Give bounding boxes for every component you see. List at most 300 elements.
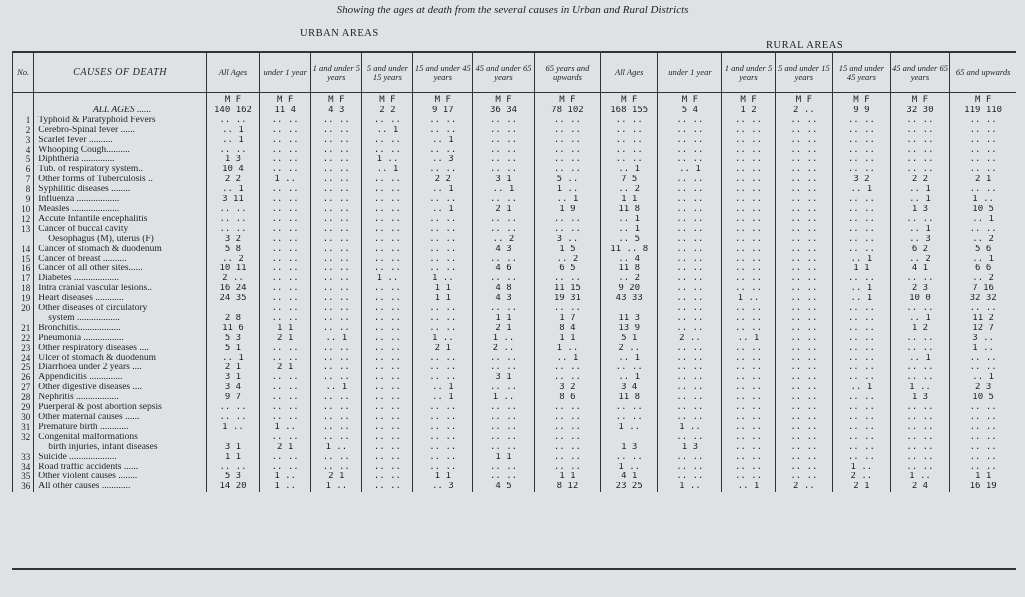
urban-value: .. 1 (206, 354, 259, 364)
rural-value: 1 1 (950, 472, 1016, 482)
urban-value: .. .. (362, 146, 413, 156)
urban-value: .. .. (534, 433, 600, 443)
urban-value: .. .. (311, 294, 362, 304)
cause-name: Premature birth ............ (34, 423, 207, 433)
urban-value: .. .. (473, 433, 535, 443)
table-row (13, 463, 1017, 473)
table-row (13, 363, 1017, 373)
rural-value: .. .. (722, 324, 775, 334)
rural-value: .. 4 (600, 255, 658, 265)
urban-value: 8 12 (534, 482, 600, 492)
urban-value: 2 1 (206, 363, 259, 373)
rural-value: .. .. (658, 264, 722, 274)
cause-name: Tub. of respiratory system.. (34, 165, 207, 175)
rural-value: .. 1 (950, 373, 1016, 383)
rural-value: 2 3 (890, 284, 950, 294)
table-row (13, 264, 1017, 274)
rural-value: .. .. (775, 165, 833, 175)
urban-value: .. .. (362, 373, 413, 383)
urban-value: .. .. (413, 324, 473, 334)
urban-value: .. .. (473, 354, 535, 364)
urban-value: 2 1 (473, 324, 535, 334)
rural-value: .. .. (950, 304, 1016, 314)
rural-value: .. .. (658, 185, 722, 195)
rural-value: .. .. (658, 274, 722, 284)
urban-value: .. .. (362, 433, 413, 443)
rural-value: .. .. (775, 274, 833, 284)
urban-header: 65 years and upwards (534, 52, 600, 93)
rural-value: .. .. (950, 423, 1016, 433)
rural-value: .. .. (833, 215, 891, 225)
rural-value: .. .. (722, 393, 775, 403)
urban-value: .. .. (473, 413, 535, 423)
urban-value: .. .. (311, 284, 362, 294)
urban-value: .. .. (311, 453, 362, 463)
rural-value: .. .. (775, 155, 833, 165)
row-number: 22 (13, 334, 34, 344)
urban-value: .. .. (473, 255, 535, 265)
urban-value: .. .. (362, 215, 413, 225)
urban-value: .. .. (260, 403, 311, 413)
table-row (13, 225, 1017, 235)
rural-value: .. .. (722, 215, 775, 225)
urban-value: .. .. (311, 126, 362, 136)
rural-value: 32 30 (890, 106, 950, 116)
urban-value: 1 7 (534, 314, 600, 324)
urban-value: 2 1 (260, 334, 311, 344)
urban-value: .. .. (260, 453, 311, 463)
rural-value: .. 2 (600, 185, 658, 195)
rural-value: .. .. (722, 284, 775, 294)
urban-value: .. .. (534, 403, 600, 413)
rural-header: under 1 year (658, 52, 722, 93)
rural-value (600, 433, 658, 443)
sex-label: M F (890, 93, 950, 106)
urban-value: .. .. (206, 413, 259, 423)
urban-value: 1 .. (413, 334, 473, 344)
urban-value: 3 .. (534, 235, 600, 245)
urban-value: .. .. (362, 314, 413, 324)
urban-value: .. .. (260, 373, 311, 383)
row-number: 14 (13, 245, 34, 255)
rural-value: 119 110 (950, 106, 1016, 116)
urban-value: 1 .. (311, 482, 362, 492)
cause-name: Scarlet fever .......... (34, 136, 207, 146)
urban-value: 24 35 (206, 294, 259, 304)
rural-header: 5 and under 15 years (775, 52, 833, 93)
urban-value: .. .. (362, 423, 413, 433)
rural-value: 1 .. (950, 344, 1016, 354)
sex-label: M F (833, 93, 891, 106)
urban-value: .. .. (362, 324, 413, 334)
urban-value: .. .. (311, 175, 362, 185)
rural-value: 1 .. (833, 463, 891, 473)
urban-value: .. 1 (206, 126, 259, 136)
rural-value: 1 2 (890, 324, 950, 334)
urban-value: .. .. (473, 165, 535, 175)
rural-value: .. .. (600, 363, 658, 373)
urban-value: .. .. (260, 294, 311, 304)
rural-value: .. 1 (890, 195, 950, 205)
urban-value: 2 1 (311, 472, 362, 482)
table-row (13, 284, 1017, 294)
rural-value: .. .. (722, 423, 775, 433)
table-row (13, 373, 1017, 383)
row-number: 4 (13, 146, 34, 156)
urban-header: All Ages (206, 52, 259, 93)
row-number: 9 (13, 195, 34, 205)
urban-value: .. .. (260, 413, 311, 423)
urban-value: .. .. (534, 363, 600, 373)
urban-value: 9 17 (413, 106, 473, 116)
rural-value: .. .. (600, 136, 658, 146)
blank-cell (13, 93, 34, 106)
urban-value: 3 2 (534, 383, 600, 393)
rural-value: .. .. (950, 165, 1016, 175)
rural-value: .. .. (890, 344, 950, 354)
rural-value: 6 6 (950, 264, 1016, 274)
urban-value: .. .. (473, 423, 535, 433)
rural-value: .. .. (775, 284, 833, 294)
table-row (13, 215, 1017, 225)
row-number: 26 (13, 373, 34, 383)
urban-value: 1 .. (534, 185, 600, 195)
rural-value: 11 8 (600, 205, 658, 215)
rural-value: .. .. (658, 344, 722, 354)
rural-value: .. .. (600, 155, 658, 165)
rural-value: .. .. (658, 116, 722, 126)
table-row (13, 453, 1017, 463)
urban-value: 1 1 (413, 294, 473, 304)
rural-value: 2 .. (600, 344, 658, 354)
urban-value: .. .. (260, 274, 311, 284)
rural-value: .. 2 (950, 274, 1016, 284)
urban-value: 1 1 (534, 334, 600, 344)
urban-value: .. .. (260, 383, 311, 393)
urban-value: .. .. (260, 354, 311, 364)
rural-value: 2 .. (775, 482, 833, 492)
rural-value: .. .. (658, 284, 722, 294)
urban-value: 1 3 (206, 155, 259, 165)
rural-value: .. .. (890, 155, 950, 165)
rural-value: .. .. (833, 423, 891, 433)
urban-value: 78 102 (534, 106, 600, 116)
urban-value: 3 1 (206, 373, 259, 383)
urban-value: 1 .. (362, 274, 413, 284)
rural-header: 1 and under 5 years (722, 52, 775, 93)
urban-value: .. .. (311, 413, 362, 423)
urban-value: 11 4 (260, 106, 311, 116)
rural-value: .. .. (722, 314, 775, 324)
urban-value: 2 1 (413, 344, 473, 354)
rural-value: 12 7 (950, 324, 1016, 334)
urban-value: .. 1 (534, 354, 600, 364)
sex-label: M F (311, 93, 362, 106)
rural-value: .. 1 (600, 225, 658, 235)
table-row (13, 294, 1017, 304)
table-row (13, 334, 1017, 344)
urban-value: .. .. (534, 225, 600, 235)
rural-value: .. .. (722, 463, 775, 473)
rural-value: 7 5 (600, 175, 658, 185)
rural-value: .. .. (833, 443, 891, 453)
urban-value: 2 1 (473, 205, 535, 215)
urban-value: 5 3 (206, 472, 259, 482)
row-number: 3 (13, 136, 34, 146)
row-number: 21 (13, 324, 34, 334)
rural-value: 10 5 (950, 205, 1016, 215)
urban-value: .. 1 (206, 136, 259, 146)
rural-value: 5 6 (950, 245, 1016, 255)
row-number: 10 (13, 205, 34, 215)
rural-value: .. 1 (600, 215, 658, 225)
urban-header: 45 and under 65 years (473, 52, 535, 93)
cause-name: Other digestive diseases .... (34, 383, 207, 393)
urban-value: .. .. (311, 235, 362, 245)
urban-value: .. .. (362, 383, 413, 393)
urban-value: .. .. (413, 146, 473, 156)
row-number: 2 (13, 126, 34, 136)
urban-value: .. .. (206, 146, 259, 156)
rural-value: .. 1 (950, 215, 1016, 225)
rural-value: .. .. (722, 175, 775, 185)
urban-value: .. 1 (362, 126, 413, 136)
sex-label: M F (534, 93, 600, 106)
urban-value: .. .. (362, 294, 413, 304)
rural-value: .. .. (775, 136, 833, 146)
urban-value: .. .. (260, 155, 311, 165)
rural-value: .. .. (890, 215, 950, 225)
urban-value: .. .. (534, 413, 600, 423)
rural-value: 168 155 (600, 106, 658, 116)
urban-value: 5 3 (206, 334, 259, 344)
sex-label: M F (413, 93, 473, 106)
rural-value: 4 1 (600, 472, 658, 482)
rural-value: 10 5 (950, 393, 1016, 403)
row-number: 8 (13, 185, 34, 195)
row-number: 33 (13, 453, 34, 463)
urban-value: .. 1 (413, 136, 473, 146)
rural-value: .. .. (722, 136, 775, 146)
rural-value: .. .. (775, 146, 833, 156)
rural-value: .. .. (775, 314, 833, 324)
urban-value: .. .. (260, 433, 311, 443)
urban-value: .. 2 (473, 235, 535, 245)
rural-value: 13 9 (600, 324, 658, 334)
rural-value: 1 1 (600, 195, 658, 205)
urban-areas-heading: URBAN AREAS (300, 28, 379, 39)
urban-value: 1 1 (473, 314, 535, 324)
rural-value: 2 .. (775, 106, 833, 116)
rural-value: .. .. (722, 383, 775, 393)
cause-name: Cancer of all other sites...... (34, 264, 207, 274)
rural-value: .. .. (722, 195, 775, 205)
urban-value: 4 3 (311, 106, 362, 116)
urban-value: .. .. (260, 195, 311, 205)
row-number: 1 (13, 116, 34, 126)
rural-value: .. .. (722, 453, 775, 463)
rural-value: .. .. (775, 116, 833, 126)
rural-value: .. .. (658, 354, 722, 364)
urban-value: .. .. (413, 304, 473, 314)
urban-value: .. .. (413, 165, 473, 175)
urban-value: .. .. (473, 443, 535, 453)
urban-value: 2 2 (413, 175, 473, 185)
rural-value: .. .. (722, 235, 775, 245)
rural-value: .. .. (833, 433, 891, 443)
urban-value: .. .. (413, 453, 473, 463)
rural-value: 11 8 (600, 264, 658, 274)
row-number: 31 (13, 423, 34, 433)
rural-value: .. .. (658, 453, 722, 463)
rural-value: .. .. (722, 264, 775, 274)
rural-value: 1 .. (890, 383, 950, 393)
rural-value: 23 25 (600, 482, 658, 492)
rural-value: .. 5 (600, 235, 658, 245)
rural-value: 2 1 (950, 175, 1016, 185)
urban-value: .. .. (362, 245, 413, 255)
row-number: 7 (13, 175, 34, 185)
rural-value: .. .. (722, 344, 775, 354)
rural-value: .. 1 (600, 373, 658, 383)
rural-value: .. .. (600, 413, 658, 423)
urban-value: .. .. (311, 304, 362, 314)
rural-value: .. .. (775, 373, 833, 383)
urban-value: 5 8 (206, 245, 259, 255)
table-row (13, 482, 1017, 492)
row-number: 15 (13, 255, 34, 265)
rural-value: .. .. (658, 373, 722, 383)
urban-value: .. .. (362, 255, 413, 265)
urban-value: .. .. (311, 463, 362, 473)
rural-value: .. 1 (600, 354, 658, 364)
urban-value: .. .. (413, 443, 473, 453)
urban-value: .. .. (362, 403, 413, 413)
urban-value: 8 4 (534, 324, 600, 334)
rural-value: .. .. (658, 433, 722, 443)
rural-value: .. .. (775, 294, 833, 304)
urban-value: .. .. (311, 264, 362, 274)
rural-value: .. .. (890, 136, 950, 146)
row-number: 27 (13, 383, 34, 393)
urban-value: .. 1 (206, 185, 259, 195)
row-number: 23 (13, 344, 34, 354)
rural-value: 1 .. (950, 195, 1016, 205)
rural-value: .. .. (658, 136, 722, 146)
urban-value: .. 2 (534, 255, 600, 265)
urban-value: .. .. (311, 354, 362, 364)
urban-value: .. .. (362, 413, 413, 423)
urban-value: .. 1 (311, 334, 362, 344)
rural-value: .. .. (658, 155, 722, 165)
rural-value: .. .. (833, 344, 891, 354)
row-number (13, 314, 34, 324)
urban-value: .. .. (413, 264, 473, 274)
urban-value: .. .. (311, 363, 362, 373)
rural-value: .. .. (722, 373, 775, 383)
rural-value: .. 1 (722, 482, 775, 492)
rural-value: .. .. (658, 472, 722, 482)
urban-value: .. .. (311, 146, 362, 156)
row-number: 13 (13, 225, 34, 235)
urban-value: 10 11 (206, 264, 259, 274)
rural-value: 3 2 (833, 175, 891, 185)
urban-value: .. .. (473, 155, 535, 165)
urban-value: .. .. (413, 235, 473, 245)
rural-value: 5 1 (600, 334, 658, 344)
row-number: 6 (13, 165, 34, 175)
rural-value: .. .. (775, 245, 833, 255)
table-row (13, 403, 1017, 413)
urban-value: .. .. (311, 324, 362, 334)
rural-value: .. .. (775, 403, 833, 413)
rural-value: .. .. (722, 165, 775, 175)
rural-value: .. 1 (950, 255, 1016, 265)
rural-value: .. .. (833, 413, 891, 423)
rural-value: .. .. (658, 235, 722, 245)
rural-value: 7 16 (950, 284, 1016, 294)
urban-value (206, 304, 259, 314)
rural-value: .. .. (775, 126, 833, 136)
urban-value: 16 24 (206, 284, 259, 294)
rural-value: .. .. (722, 274, 775, 284)
urban-value: .. 1 (413, 205, 473, 215)
rural-value: .. .. (658, 146, 722, 156)
urban-value: .. .. (413, 215, 473, 225)
rural-value: .. .. (950, 433, 1016, 443)
urban-value: .. .. (260, 245, 311, 255)
urban-value: 36 34 (473, 106, 535, 116)
urban-value: 1 .. (260, 423, 311, 433)
urban-value: .. .. (534, 165, 600, 175)
table-row (13, 324, 1017, 334)
rural-value: 2 2 (890, 175, 950, 185)
rural-value: 1 3 (600, 443, 658, 453)
rural-value: .. .. (890, 413, 950, 423)
rural-value: .. .. (722, 146, 775, 156)
rural-value: .. .. (833, 314, 891, 324)
rural-value: .. .. (890, 453, 950, 463)
cause-name: Suicide .................... (34, 453, 207, 463)
urban-value: .. .. (413, 195, 473, 205)
cause-name: Typhoid & Paratyphoid Fevers (34, 116, 207, 126)
urban-value: .. .. (311, 373, 362, 383)
urban-value: .. .. (311, 245, 362, 255)
table-row (13, 423, 1017, 433)
table-row (13, 235, 1017, 245)
urban-value: .. .. (362, 482, 413, 492)
rural-value: .. .. (950, 116, 1016, 126)
rural-value: .. .. (950, 403, 1016, 413)
urban-value: .. .. (413, 433, 473, 443)
urban-value: 2 2 (206, 175, 259, 185)
urban-value: .. .. (311, 185, 362, 195)
urban-value: .. .. (260, 215, 311, 225)
rural-value: .. .. (658, 403, 722, 413)
rural-value: .. .. (890, 116, 950, 126)
rural-value: 2 .. (658, 334, 722, 344)
table-row (13, 393, 1017, 403)
urban-value: .. 3 (413, 482, 473, 492)
table-row (13, 185, 1017, 195)
table-row (13, 443, 1017, 453)
urban-value: 8 6 (534, 393, 600, 403)
table-row (13, 304, 1017, 314)
sex-label: M F (775, 93, 833, 106)
urban-value: .. .. (413, 403, 473, 413)
cause-name: Congenital malformations (34, 433, 207, 443)
sex-label: M F (206, 93, 259, 106)
